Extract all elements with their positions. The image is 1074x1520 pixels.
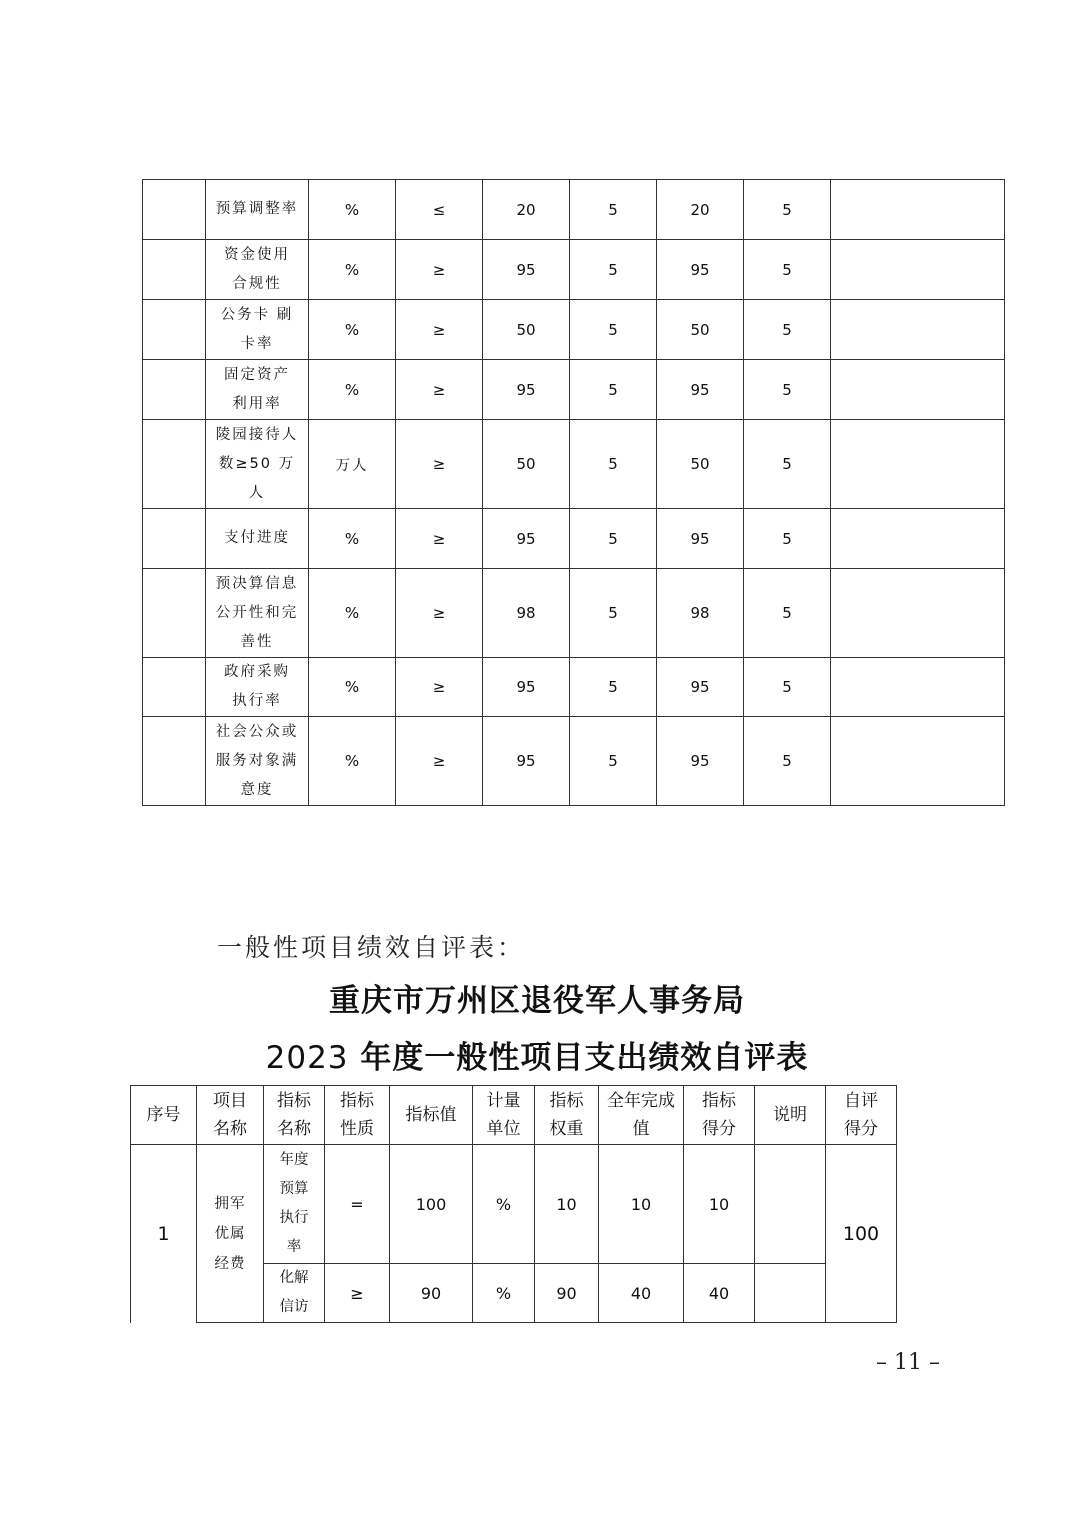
table-row — [143, 300, 1005, 360]
target-cell: 95 — [483, 717, 570, 806]
header-row — [131, 1086, 897, 1145]
note-cell — [831, 509, 1005, 569]
category-cell — [143, 180, 206, 240]
indicator-table-continued — [142, 179, 1005, 806]
score-cell: 5 — [744, 300, 831, 360]
note-cell — [831, 360, 1005, 420]
project-self-evaluation-table — [130, 1085, 897, 1323]
nature-cell: ≥ — [396, 509, 483, 569]
unit-cell: % — [473, 1145, 535, 1264]
indicator-name: 陵园接待人数≥50 万人 — [206, 420, 309, 509]
header-weight: 指标权重 — [535, 1086, 599, 1145]
target-cell: 95 — [483, 360, 570, 420]
indicator-name: 预算调整率 — [206, 180, 309, 240]
self-score-cell: 100 — [826, 1145, 897, 1323]
nature-cell: = — [325, 1145, 390, 1264]
weight-cell: 5 — [570, 658, 657, 717]
target-cell: 95 — [483, 509, 570, 569]
note-cell — [831, 240, 1005, 300]
nature-cell: ≥ — [325, 1264, 390, 1323]
indicator-name: 社会公众或服务对象满意度 — [206, 717, 309, 806]
actual-cell: 40 — [599, 1264, 684, 1323]
target-cell: 50 — [483, 420, 570, 509]
nature-cell: ≥ — [396, 240, 483, 300]
category-cell — [143, 300, 206, 360]
unit-cell: 万人 — [309, 420, 396, 509]
actual-cell: 95 — [657, 658, 744, 717]
weight-cell: 5 — [570, 509, 657, 569]
nature-cell: ≥ — [396, 420, 483, 509]
seq-cell: 1 — [131, 1145, 197, 1323]
nature-cell: ≥ — [396, 717, 483, 806]
weight-cell: 5 — [570, 717, 657, 806]
table-row — [143, 717, 1005, 806]
weight-cell: 10 — [535, 1145, 599, 1264]
indicator-name: 公务卡 刷卡率 — [206, 300, 309, 360]
category-cell — [143, 420, 206, 509]
table-row — [143, 509, 1005, 569]
table-row — [143, 180, 1005, 240]
subtitle-text: 年度一般性项目支出绩效自评表 — [348, 1040, 809, 1076]
category-cell — [143, 569, 206, 658]
actual-cell: 95 — [657, 717, 744, 806]
score-cell: 5 — [744, 180, 831, 240]
unit-cell: % — [309, 360, 396, 420]
actual-cell: 10 — [599, 1145, 684, 1264]
unit-cell: % — [309, 717, 396, 806]
table-row — [143, 240, 1005, 300]
category-cell — [143, 717, 206, 806]
unit-cell: % — [309, 180, 396, 240]
score-cell: 5 — [744, 360, 831, 420]
target-cell: 50 — [483, 300, 570, 360]
page-number: – 11 – — [876, 1350, 940, 1375]
unit-cell: % — [309, 658, 396, 717]
weight-cell: 5 — [570, 180, 657, 240]
actual-cell: 50 — [657, 420, 744, 509]
actual-cell: 50 — [657, 300, 744, 360]
note-cell — [831, 180, 1005, 240]
header-note: 说明 — [755, 1086, 826, 1145]
unit-cell: % — [309, 509, 396, 569]
category-cell — [143, 240, 206, 300]
weight-cell: 5 — [570, 569, 657, 658]
section-note: 一般性项目绩效自评表： — [217, 933, 526, 962]
category-cell — [143, 360, 206, 420]
category-cell — [143, 658, 206, 717]
indicator-name: 资金使用合规性 — [206, 240, 309, 300]
header-self-score: 自评得分 — [826, 1086, 897, 1145]
actual-cell: 95 — [657, 360, 744, 420]
document-subtitle — [0, 1032, 1074, 1077]
document-title: 重庆市万州区退役军人事务局 — [329, 983, 745, 1019]
indicator-name: 化解信访 — [264, 1264, 325, 1323]
weight-cell: 5 — [570, 360, 657, 420]
note-cell — [831, 658, 1005, 717]
note-cell — [831, 717, 1005, 806]
weight-cell: 5 — [570, 300, 657, 360]
nature-cell: ≥ — [396, 569, 483, 658]
nature-cell: ≥ — [396, 360, 483, 420]
target-cell: 98 — [483, 569, 570, 658]
target-cell: 20 — [483, 180, 570, 240]
note-cell — [831, 300, 1005, 360]
table-row — [143, 658, 1005, 717]
header-project: 项目名称 — [197, 1086, 264, 1145]
header-nature: 指标性质 — [325, 1086, 390, 1145]
category-cell — [143, 509, 206, 569]
unit-cell: % — [309, 240, 396, 300]
unit-cell: % — [309, 569, 396, 658]
header-indicator: 指标名称 — [264, 1086, 325, 1145]
header-score: 指标得分 — [684, 1086, 755, 1145]
indicator-name: 固定资产利用率 — [206, 360, 309, 420]
table-row — [143, 569, 1005, 658]
nature-cell: ≤ — [396, 180, 483, 240]
table-row — [143, 420, 1005, 509]
actual-cell: 95 — [657, 509, 744, 569]
value-cell: 90 — [390, 1264, 473, 1323]
weight-cell: 5 — [570, 420, 657, 509]
indicator-name: 预决算信息公开性和完善性 — [206, 569, 309, 658]
header-value: 指标值 — [390, 1086, 473, 1145]
actual-cell: 95 — [657, 240, 744, 300]
actual-cell: 98 — [657, 569, 744, 658]
header-seq: 序号 — [131, 1086, 197, 1145]
indicator-name: 年度预算执行率 — [264, 1145, 325, 1264]
score-cell: 5 — [744, 240, 831, 300]
nature-cell: ≥ — [396, 658, 483, 717]
header-actual: 全年完成值 — [599, 1086, 684, 1145]
note-cell — [831, 569, 1005, 658]
score-cell: 5 — [744, 569, 831, 658]
subtitle-year: 2023 — [265, 1040, 349, 1076]
note-cell — [755, 1264, 826, 1323]
nature-cell: ≥ — [396, 300, 483, 360]
project-name-cell: 拥军优属经费 — [197, 1145, 264, 1323]
unit-cell: % — [473, 1264, 535, 1323]
indicator-name: 政府采购执行率 — [206, 658, 309, 717]
header-unit: 计量单位 — [473, 1086, 535, 1145]
unit-cell: % — [309, 300, 396, 360]
score-cell: 10 — [684, 1145, 755, 1264]
score-cell: 5 — [744, 509, 831, 569]
score-cell: 5 — [744, 420, 831, 509]
value-cell: 100 — [390, 1145, 473, 1264]
target-cell: 95 — [483, 240, 570, 300]
table-row — [143, 360, 1005, 420]
score-cell: 5 — [744, 717, 831, 806]
note-cell — [831, 420, 1005, 509]
weight-cell: 5 — [570, 240, 657, 300]
score-cell: 5 — [744, 658, 831, 717]
weight-cell: 90 — [535, 1264, 599, 1323]
target-cell: 95 — [483, 658, 570, 717]
table-row — [131, 1145, 897, 1264]
actual-cell: 20 — [657, 180, 744, 240]
note-cell — [755, 1145, 826, 1264]
indicator-name: 支付进度 — [206, 509, 309, 569]
score-cell: 40 — [684, 1264, 755, 1323]
